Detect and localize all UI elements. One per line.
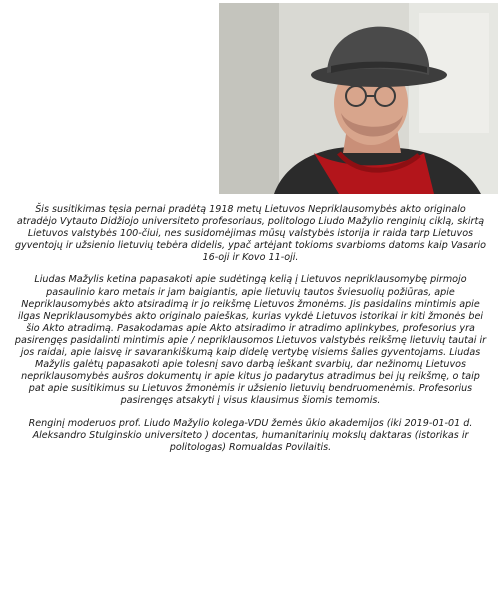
portrait-photo bbox=[219, 3, 498, 194]
portrait-illustration bbox=[219, 3, 498, 194]
paragraph-intro: Šis susitikimas tęsia pernai pradėtą 1918 metų Lietuvos Nepriklausomybės akto originalo atradėjo Vytauto Didžiojo universiteto profesoriaus, politologo Liudo Mažylio renginių ciklą, skirtą Lietuvos valstybės 100-čiui, nes susidomėjimas mūsų valstybės istorija ir raida tarp Lietuvos gyventojų ir užsienio lietuvių tebėra didelis, ypač artėjant tokioms svarbioms datoms kaip Vasario 16-oji ir Kovo 11-oji. bbox=[14, 204, 487, 264]
paragraph-moderator: Renginį moderuos prof. Liudo Mažylio kolega-VDU žemės ūkio akademijos (iki 2019-01-01 d. Aleksandro Stulginskio universiteto ) docentas, humanitarinių mokslų daktaras (istorikas ir politologas) Romualdas Povilaitis. bbox=[28, 417, 473, 453]
article-text bbox=[14, 204, 487, 464]
paragraph-main: Liudas Mažylis ketina papasakoti apie sudėtingą kelią į Lietuvos nepriklausomybę pirmojo pasaulinio karo metais ir jam baigiantis, apie lietuvių tautos šviesuolių požiūras, apie Nepriklausomybės akto atsiradimą ir jo reikšmę Lietuvos žmonėms. Jis pasidalins mintimis apie ilgas Nepriklausomybės akto originalo paieškas, kurias vykdė Lietuvos istorikai ir kiti žmonės bei šio Akto atradimą. Pasakodamas apie Akto atsiradimo ir atradimo aplinkybes, profesorius yra pasirengęs pasidalinti mintimis apie / nepriklausomos Lietuvos valstybės reikšmę lietuvių tautai ir jos raidai, apie laisvę ir savarankiškumą kaip didelę vertybę visiems šalies gyventojams. Liudas Mažylis galėtų papasakoti apie tolesnį savo darbą ieškant svarbių, dar nežinomų Lietuvos nepriklausomybės aušros dokumentų ir apie kitus jo padarytus atradimus bei jų reikšmę, o taip pat apie susitikimus su Lietuvos žmonėmis ir užsienio lietuvių bendruomenėmis. Profesorius pasirengęs atsakyti į visus klausimus šiomis temomis. bbox=[14, 274, 487, 407]
